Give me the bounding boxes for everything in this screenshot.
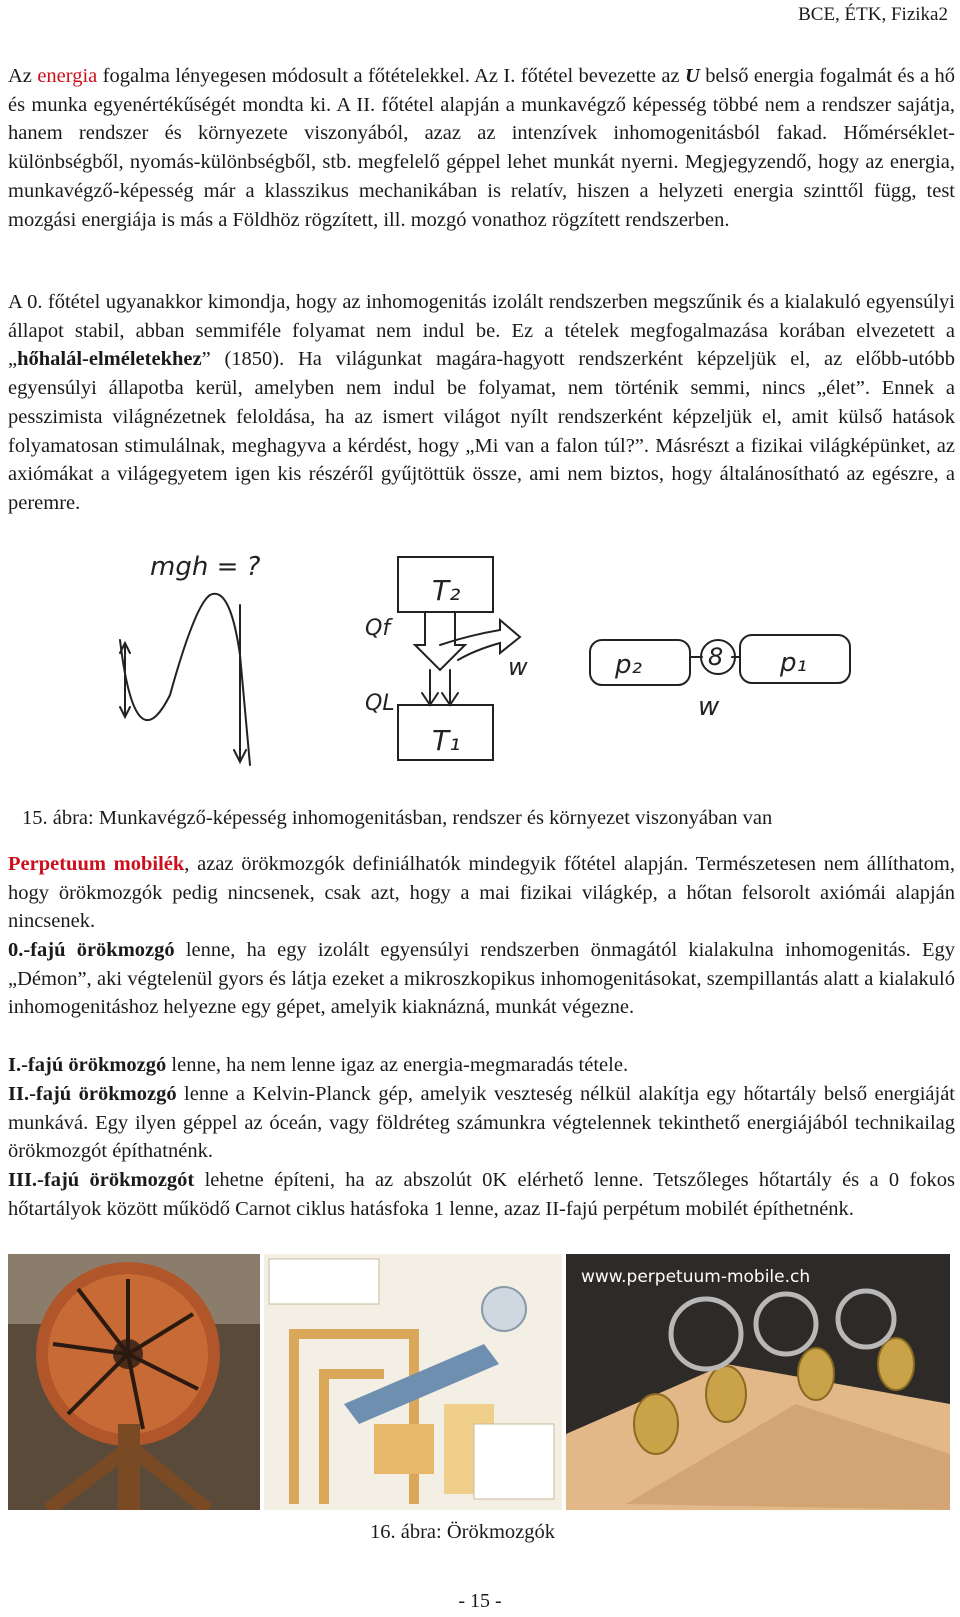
- p3-run-1: , azaz örökmozgók definiálhatók mindegyik főtétel alapján. Természetesen nem állíthatom, hogy örökmozgók pedig nincsenek, csak azt, hogy a mai fizikai világkép, a hőtan felsorolt axiómái alapján nincsenek.: [8, 853, 956, 933]
- p4-run-0: 0.-fajú örökmozgó: [8, 939, 175, 961]
- t2-label: T₂: [432, 574, 461, 607]
- p2-run-2: ” (1850). Ha világunkat magára-hagyott rendszerként képzeljük el, az előbb-utóbb egyensúlyi állapotba kerül, amelyben nem indul be folyamat, nem történik semmi, nincs „élet”. Ennek a pesszimista világnézetnek feloldása, ha az ismert világot nyílt rendszerként képzeljük el, amit külső hatások folyamatosan stimulálnak, meghagyva a kérdést, hogy „Mi van a falon túl?”. Másrészt a fizikai világképünket, az axiómákat a világegyetem igen kis részéről gyűjtöttük össze, ami nem biztos, hogy általánosítható az egészre, a peremre.: [8, 348, 955, 514]
- figure-16-caption: 16. ábra: Örökmozgók: [370, 1521, 556, 1543]
- p1-run-4: belső energia fogalmát és a hő és munka egyenértékűségét mondta ki. A II. főtétel alapján a munkavégző képesség többé nem a rendszer sajátja, hanem rendszer és környezete viszonyából, azaz az intenzívek inhomogenitásból fakad. Hőmérséklet-különbségből, nyomás-különbségből, stb. megfelelő géppel lehet munkát nyerni. Megjegyzendő, hogy az energia, munkavégző-képesség már a klasszikus mechanikában is relatív, hiszen a helyzeti energia szinttől függ, test mozgási energiája is más a Földhöz rögzített, ill. mozgó vonathoz rögzített rendszerben.: [8, 65, 955, 231]
- p5-run-0: I.-fajú örökmozgó: [8, 1054, 167, 1076]
- paragraph-perpetuum: [8, 850, 955, 936]
- ql-label: QL: [365, 691, 395, 716]
- mgh-label: mgh = ?: [150, 552, 261, 582]
- w-label-pressure: w: [698, 692, 720, 722]
- p1-run-3: U: [684, 65, 700, 87]
- paragraph-zeroth-law: [8, 288, 955, 518]
- p7-run-1: lehetne építeni, ha az abszolút 0K elérhető lenne. Tetszőleges hőtartály és a 0 fokos hőtartályok között működő Carnot ciklus hatásfoka 1 lenne, azaz II-fajú perpétum mobilét építhetnénk.: [8, 1169, 955, 1220]
- p7-run-0: III.-fajú örökmozgót: [8, 1169, 195, 1191]
- p1-label: p₁: [780, 648, 807, 678]
- figure-15-caption: 15. ábra: Munkavégző-képesség inhomogenitásban, rendszer és környezet viszonyában van: [22, 807, 773, 829]
- p1-run-1: energia: [37, 65, 98, 87]
- w-label-engine: w: [508, 653, 528, 681]
- page-number: - 15 -: [458, 1590, 502, 1612]
- photo-wooden-wheel: [8, 1254, 260, 1510]
- heat-flow-arrow: [415, 612, 465, 670]
- photo-stirling-engines: [566, 1254, 950, 1510]
- t1-label: T₁: [432, 724, 461, 757]
- p6-run-1: lenne a Kelvin-Planck gép, amelyik veszteség nélkül alakítja egy hőtartály belső energiáját munkává. Egy ilyen géppel az óceán, vagy földréteg számunkra végtelennek tekinthető energiájából technikailag örökmozgót építhatnénk.: [8, 1083, 955, 1163]
- p5-run-1: lenne, ha nem lenne igaz az energia-megmaradás tétele.: [166, 1054, 629, 1076]
- paragraph-third-kind: [8, 1166, 955, 1223]
- website-watermark: www.perpetuum-mobile.ch: [581, 1267, 811, 1287]
- potential-curve: [120, 594, 250, 765]
- paragraph-zeroth-kind: [8, 936, 955, 1022]
- p1-run-2: fogalma lényegesen módosult a főtételekkel. Az I. főtétel bevezette az: [97, 65, 685, 87]
- figure-15-sketches: [80, 545, 940, 775]
- running-header: BCE, ÉTK, Fizika2: [798, 4, 948, 25]
- p2-label: p₂: [615, 650, 642, 680]
- p4-run-1: lenne, ha egy izolált egyensúlyi rendszerben önmagától kialakulna inhomogenitás. Egy „Démon”, aki végtelenül gyors és látja ezeket a mikroszkopikus inhomogenitásokat, szempillantás alatt a kialakuló inhomogenitáshoz helyezne egy gépet, amelyik kiaknázná, munkát végezne.: [8, 939, 955, 1019]
- photo-water-machine-diagram: [264, 1254, 562, 1510]
- p2-run-0: A 0. főtétel ugyanakkor kimondja, hogy az inhomogenitás izolált rendszerben megszűnik és a kialakuló egyensúlyi állapot stabil, abban semmiféle folyamat nem indul be. Ez a tételek megfogalmazása korában elvezetett a „: [8, 291, 955, 371]
- turbine-label: 8: [708, 643, 724, 671]
- paragraph-second-kind: [8, 1080, 955, 1166]
- p2-run-1: hőhalál-elméletekhez: [17, 348, 202, 371]
- p6-run-0: II.-fajú örökmozgó: [8, 1083, 177, 1105]
- paragraph-first-kind: [8, 1051, 955, 1080]
- paragraph-energy: [8, 62, 955, 234]
- p3-run-0: Perpetuum mobilék: [8, 853, 185, 875]
- p1-run-0: Az: [8, 65, 38, 87]
- qf-label: Qf: [365, 616, 391, 641]
